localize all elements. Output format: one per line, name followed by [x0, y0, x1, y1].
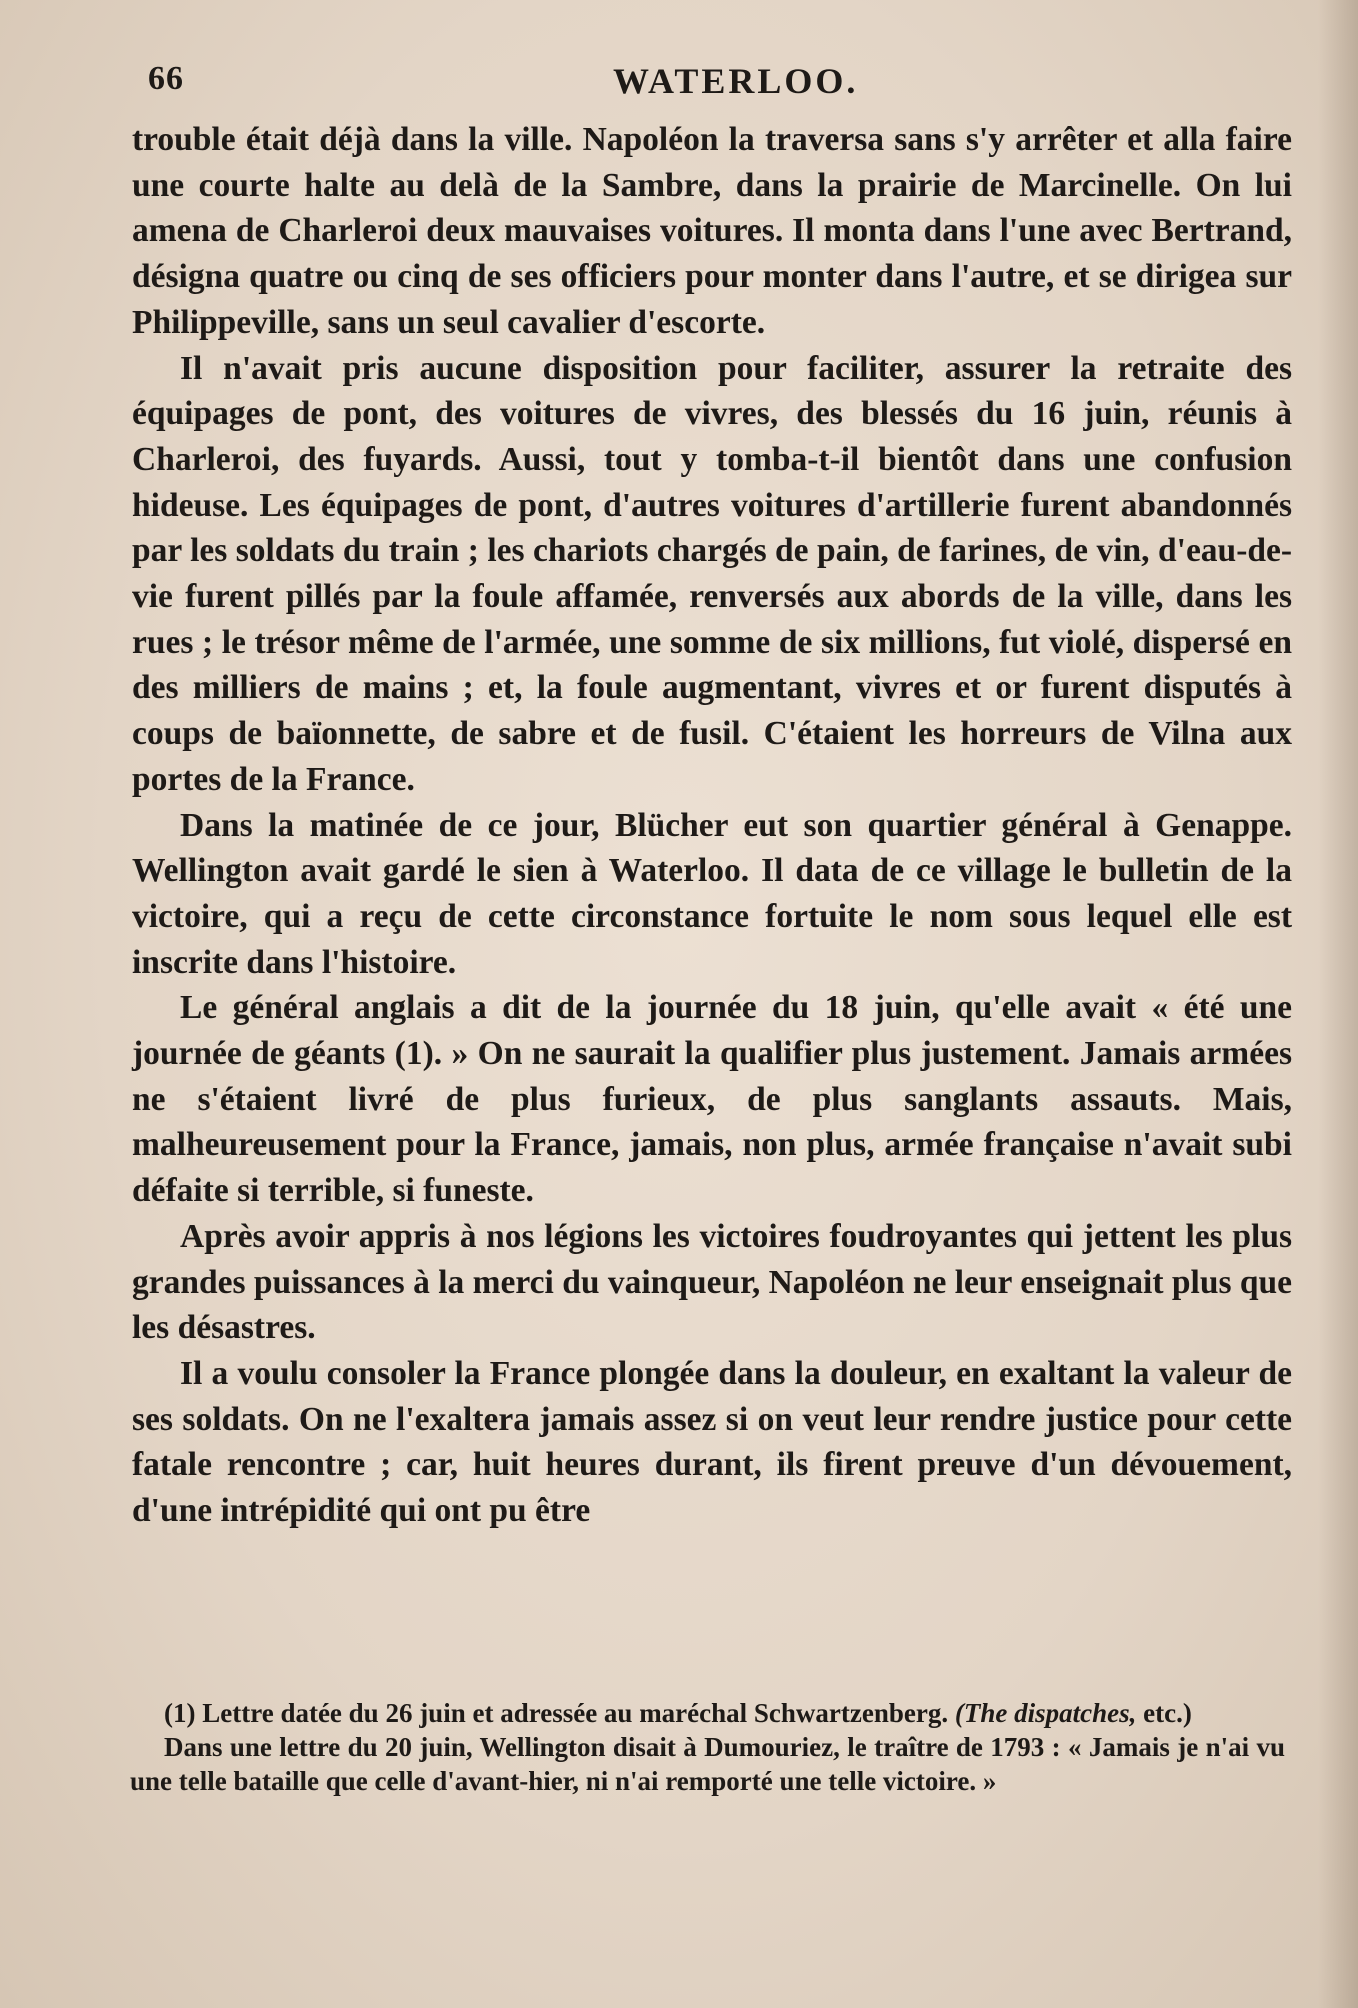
body-text [132, 117, 1292, 1534]
footnote-1-text: (1) Lettre datée du 26 juin et adressée au maréchal Schwartzenberg. [164, 1698, 949, 1728]
paragraph-5: Après avoir appris à nos légions les victoires foudroyantes qui jettent les plus grandes puissances à la merci du vainqueur, Napoléon ne leur enseignait plus que les désastres. [132, 1217, 1292, 1347]
paragraph-2: Il n'avait pris aucune disposition pour faciliter, assurer la retraite des équipages de pont, des voitures de vivres, des blessés du 16 juin, réunis à Charleroi, des fuyards. Aussi, tout y tomba-t-il bientôt dans une confusion hideuse. Les équipages de pont, d'autres voitures d'artillerie furent abandonnés par les soldats du train ; les chariots chargés de pain, de farines, de vin, d'eau-de-vie furent pillés par la foule affamée, renversés aux abords de la ville, dans les rues ; le trésor même de l'armée, une somme de six millions, fut violé, dispersé en des milliers de mains ; et, la foule augmentant, vivres et or furent disputés à coups de baïonnette, de sabre et de fusil. C'étaient les horreurs de Vilna aux portes de la France. [132, 349, 1292, 798]
page-number: 66 [148, 60, 184, 97]
page-edge-shadow [1318, 0, 1358, 2008]
footnote-2: Dans une lettre du 20 juin, Wellington disait à Dumouriez, le traître de 1793 : « Jamais je n'ai vu une telle bataille que celle d'avant-hier, ni n'ai remporté une telle victoire. » [130, 1732, 1285, 1796]
footnote-1-source-italic: (The dispatches, [954, 1698, 1137, 1728]
paragraph-1: trouble était déjà dans la ville. Napoléon la traversa sans s'y arrêter et alla faire une courte halte au delà de la Sambre, dans la prairie de Marcinelle. On lui amena de Charleroi deux mauvaises voitures. Il monta dans l'une avec Bertrand, désigna quatre ou cinq de ses officiers pour monter dans l'autre, et se dirigea sur Philippeville, sans un seul cavalier d'escorte. [132, 121, 1292, 341]
paragraph-4: Le général anglais a dit de la journée du 18 juin, qu'elle avait « été une journée de géants (1). » On ne saurait la qualifier plus justement. Jamais armées ne s'étaient livré de plus furieux, de plus sanglants assauts. Mais, malheureusement pour la France, jamais, non plus, armée française n'avait subi défaite si terrible, si funeste. [132, 989, 1292, 1210]
footnote-1 [130, 1696, 1285, 1730]
running-title: WATERLOO. [613, 61, 859, 101]
paragraph-3: Dans la matinée de ce jour, Blücher eut son quartier général à Genappe. Wellington avait gardé le sien à Waterloo. Il data de ce village le bulletin de la victoire, qui a reçu de cette circonstance fortuite le nom sous lequel elle est inscrite dans l'histoire. [132, 806, 1292, 981]
footnotes [130, 1696, 1285, 1798]
paragraph-6: Il a voulu consoler la France plongée dans la douleur, en exaltant la valeur de ses soldats. On ne l'exaltera jamais assez si on veut leur rendre justice pour cette fatale rencontre ; car, huit heures durant, ils firent preuve d'un dévouement, d'une intrépidité qui ont pu être [132, 1354, 1292, 1530]
page-header [148, 60, 1298, 110]
footnote-1-source-rest: etc.) [1136, 1698, 1192, 1728]
